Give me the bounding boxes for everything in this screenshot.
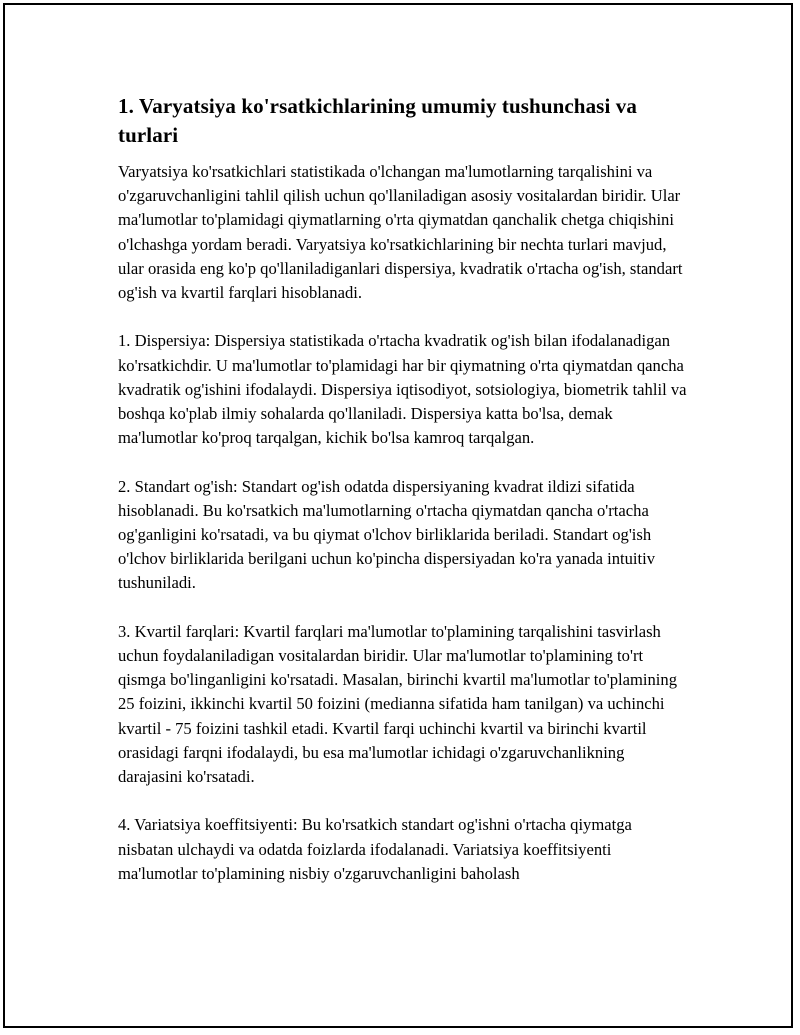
intro-paragraph: Varyatsiya ko'rsatkichlari statistikada o'lchangan ma'lumotlarning tarqalishini va o'zgaruvchanligini tahlil qilish uchun qo'llaniladigan asosiy vositalardan biridir. Ular ma'lumotlar to'plamidagi qiymatlarning o'rta qiymatdan qanchalik chetga chiqishini o'lchashga yordam beradi. Varyatsiya ko'rsatkichlarining bir nechta turlari mavjud, ular orasida eng ko'p qo'llaniladiganlari dispersiya, kvadratik o'rtacha og'ish, standart og'ish va kvartil farqlari hisoblanadi. (118, 162, 683, 303)
quartile-paragraph: 3. Kvartil farqlari: Kvartil farqlari ma'lumotlar to'plamining tarqalishini tasvirlash uchun foydalaniladigan vositalardan biridir. Ular ma'lumotlar to'plamining to'rt qismga bo'linganligini ko'rsatadi. Masalan, birinchi kvartil ma'lumotlar to'plamining 25 foizini, ikkinchi kvartil 50 foizini (medianna sifatida ham tanilgan) va uchinchi kvartil - 75 foizini tashkil etadi. Kvartil farqi uchinchi kvartil va birinchi kvartil orasidagi farqni ifodalaydi, bu esa ma'lumotlar ichidagi o'zgaruvchanlikning darajasini ko'rsatadi. (118, 621, 677, 787)
section-heading: 1. Varyatsiya ko'rsatkichlarining umumiy tushunchasi va turlari (118, 94, 637, 147)
standard-deviation-paragraph: 2. Standart og'ish: Standart og'ish odatda dispersiyaning kvadrat ildizi sifatida hisoblanadi. Bu ko'rsatkich ma'lumotlarning o'rtacha qiymatdan qancha o'rtacha og'ganligini ko'rsatadi, va bu qiymat o'lchov birliklarida beriladi. Standart og'ish o'lchov birliklarida berilgani uchun ko'pincha dispersiyadan ko'ra yanada intuitiv tushuniladi. (118, 476, 656, 593)
dispersion-paragraph: 1. Dispersiya: Dispersiya statistikada o'rtacha kvadratik og'ish bilan ifodalanadigan ko'rsatkichdir. U ma'lumotlar to'plamidagi har bir qiymatning o'rta qiymatdan qancha kvadratik og'ishini ifodalaydi. Dispersiya iqtisodiyot, sotsiologiya, biometrik tahlil va boshqa ko'plab ilmiy sohalarda qo'llaniladi. Dispersiya katta bo'lsa, demak ma'lumotlar ko'proq tarqalgan, kichik bo'lsa kamroq tarqalgan. (118, 331, 687, 448)
document-body (118, 92, 688, 910)
variation-coefficient-paragraph: 4. Variatsiya koeffitsiyenti: Bu ko'rsatkich standart og'ishni o'rtacha qiymatga nisbatan ulchaydi va odatda foizlarda ifodalanadi. Variatsiya koeffitsiyenti ma'lumotlar to'plamining nisbiy o'zgaruvchanligini baholash (118, 815, 632, 883)
